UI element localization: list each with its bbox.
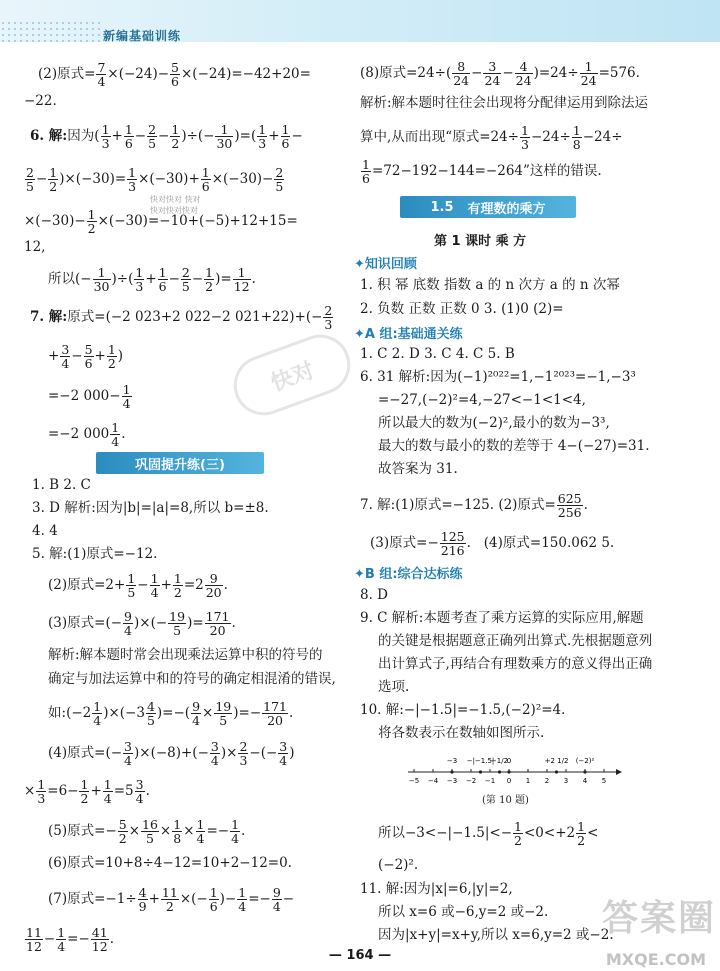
q5-8-result: −22. xyxy=(24,93,57,109)
heading-group-b: ✦B 组:综合达标练 xyxy=(354,567,463,582)
b9-line1: 9. C 解析:本题考查了乘方运算的实际应用,解题 xyxy=(360,610,644,626)
q5-6-line: (6)原式=10+8÷4−12=10+2−12=0. xyxy=(48,855,292,871)
section-badge-1-5: 1.5 有理数的乘方 xyxy=(400,196,576,218)
header-dots xyxy=(0,20,100,42)
q5-note-line2: 确定与加法运算中和的符号的确定相混淆的错误, xyxy=(48,671,336,687)
number-line-arrow xyxy=(616,769,622,775)
q7-line1: 7. 解:原式=(−2 023+2 022−2 021+22)+(− $\frac{2}{3}$ xyxy=(30,303,333,332)
q8-note-line1: 解析:解本题时往往会出现将分配律运用到除法运 xyxy=(360,95,649,111)
series-title: 新编基础训练 xyxy=(103,29,182,43)
q5-7b-line: $\frac{11}{12}$ − $\frac{1}{4}$ =− $\frac{41}{12}$ . xyxy=(26,925,114,954)
number-line-point xyxy=(479,770,482,773)
number-line-tick-label: −3 xyxy=(446,777,458,785)
b9-line4: 选项. xyxy=(378,679,410,695)
q5-2-line: (2)原式=2+ $\frac{1}{5}$ − $\frac{1}{4}$ + $\frac{1}{2}$ =2 $\frac{9}{20}$ . xyxy=(48,571,228,600)
b9-line2: 的关键是根据题意正确列出算式.先根据题意列 xyxy=(378,633,653,649)
b10-line4: (−2)². xyxy=(378,857,419,873)
q8-line: (8)原式=24÷( $\frac{8}{24}$ − $\frac{3}{24}$ − $\frac{4}{24}$ )=24÷ $\frac{1}{24}$ =576. xyxy=(360,59,640,88)
number-line-point-label: +2 1/2 xyxy=(544,757,569,765)
a7-line2: (3)原式=− $\frac{125}{216}$ . (4)原式=150.062 5. xyxy=(370,529,615,558)
q8-note-line2: 算中,从而出现“原式=24÷ $\frac{1}{3}$ −24÷ $\frac{1}{8}$ −24÷ xyxy=(360,123,623,152)
lesson-title: 第 1 课时 乘 方 xyxy=(434,234,527,249)
heading-group-a: ✦A 组:基础通关练 xyxy=(354,327,463,342)
number-line-point-label: −3 xyxy=(446,757,458,765)
page-number: — 164 — xyxy=(328,948,392,963)
b11-line2: 所以 x=6 或−6,y=2 或−2. xyxy=(378,904,549,920)
a6-line1: 6. 31 解析:因为(−1)²⁰²²=1,−1²⁰²³=−1,−3³ xyxy=(360,369,636,385)
q7-line4: =−2 000 $\frac{1}{4}$ . xyxy=(48,420,126,449)
number-line-tick-label: −5 xyxy=(408,777,420,785)
number-line-point xyxy=(555,770,558,773)
q6-line2: $\frac{2}{5}$ − $\frac{1}{2}$ )×(−30)= $\frac{1}{3}$ ×(−30)+ $\frac{1}{6}$ ×(−30)− $\frac{2}{5}$ xyxy=(26,165,284,194)
b9-line3: 出计算式子,再结合有理数乘方的意义得出正确 xyxy=(378,656,653,672)
q5-4-line: (4)原式=(− $\frac{3}{4}$ )×(−8)+(− $\frac{3}{4}$ )× $\frac{2}{3}$ −(− $\frac{3}{4}$ ) xyxy=(48,739,295,768)
q5-7-line: (7)原式=−1÷ $\frac{4}{9}$ + $\frac{11}{2}$ ×(− $\frac{1}{6}$ )− $\frac{1}{4}$ =− $\frac{9}{4}$ − xyxy=(48,885,295,914)
q5-note-line3: 如:(−2 $\frac{1}{4}$ )×(−3 $\frac{4}{5}$ )=−( $\frac{9}{4}$ × $\frac{19}{5}$ )=− $\frac{171}{20}$ . xyxy=(48,699,294,728)
b10-line2: 将各数表示在数轴如图所示. xyxy=(378,725,545,741)
q5-8-line: (2)原式= $\frac{7}{4}$ ×(−24)− $\frac{5}{6}$ ×(−24)=−42+20= xyxy=(38,60,311,89)
a6-line2: =−27,(−2)²=4,−27<−1<1<4, xyxy=(378,392,586,408)
number-line-point xyxy=(450,770,453,773)
a6-line4: 最大的数与最小的数的差等于 4−(−27)=31. xyxy=(378,438,650,454)
q5-note-line1: 解析:解本题时常会出现乘法运算中积的符号的 xyxy=(48,647,323,663)
number-line-tick-label: 2 xyxy=(544,777,550,785)
a6-line3: 所以最大的数为(−2)²,最小的数为−3³, xyxy=(378,415,610,431)
figure-caption: (第 10 题) xyxy=(482,795,529,806)
b8-answer: 8. D xyxy=(360,587,388,603)
q4-answer: 4. 4 xyxy=(32,523,58,539)
q5-3-line: (3)原式=(− $\frac{9}{4}$ )×(− $\frac{19}{5}$ )= $\frac{171}{20}$ . xyxy=(48,609,236,638)
number-line-point-label: 0 xyxy=(506,757,512,765)
q1-answer: 1. B 2. C xyxy=(32,477,91,493)
number-line-tick-label: 5 xyxy=(601,777,607,785)
number-line-point xyxy=(498,770,501,773)
q8-note-line3: $\frac{1}{6}$ =72−192−144=−264”这样的错误. xyxy=(362,157,602,186)
section-badge-review3: 巩固提升练(三) xyxy=(96,452,264,474)
number-line-tick-label: 4 xyxy=(582,777,588,785)
number-line-point-label: −|−1.5| xyxy=(466,757,495,765)
a6-line5: 故答案为 31. xyxy=(378,461,458,477)
q6-line4: 12, xyxy=(24,239,46,255)
number-line-figure xyxy=(404,750,624,790)
q6-line1: 6. 解:因为( $\frac{1}{3}$ + $\frac{1}{6}$ − $\frac{2}{5}$ − $\frac{1}{2}$ )÷(− $\frac{1}{30}$ )=( $\frac{1}{3}$ + $\frac{1}{6}$ − xyxy=(30,122,303,151)
number-line-point xyxy=(583,770,586,773)
number-line-point xyxy=(507,770,510,773)
number-line-tick-label: −2 xyxy=(465,777,477,785)
watermark-stamp: 快对 xyxy=(225,326,358,423)
number-line-points xyxy=(447,757,595,774)
a1-answers: 1. C 2. D 3. C 4. C 5. B xyxy=(360,346,515,362)
q6-line3: ×(−30)− $\frac{1}{2}$ ×(−30)=−10+(−5)+12+15= xyxy=(24,207,298,236)
faint-note-2: 快对快对快对 xyxy=(150,206,198,215)
number-line-point-label: −1/2 xyxy=(490,757,509,765)
header-band xyxy=(0,0,720,42)
watermark-brand: 答案圈 xyxy=(601,898,716,939)
q5-5-line: (5)原式=− $\frac{5}{2}$ × $\frac{16}{5}$ × $\frac{1}{8}$ × $\frac{1}{4}$ =− $\frac{1}{4}$ . xyxy=(48,817,246,846)
number-line-tick-label: 1 xyxy=(525,777,531,785)
b11-line3: 因为|x+y|=x+y,所以 x=6,y=2 或−2. xyxy=(378,927,614,943)
number-line-tick-label: 0 xyxy=(506,777,512,785)
heading-knowledge-review: ✦知识回顾 xyxy=(354,257,417,272)
number-line-tick-label: 3 xyxy=(563,777,569,785)
q7-line2: + $\frac{3}{4}$ − $\frac{5}{6}$ + $\frac{1}{2}$ ) xyxy=(48,342,124,371)
q5-answer: 5. 解:(1)原式=−12. xyxy=(32,546,158,562)
review-line2: 2. 负数 正数 正数 0 3. (1)0 (2)= xyxy=(360,301,564,317)
q6-line5: 所以(− $\frac{1}{30}$ )÷( $\frac{1}{3}$ + $\frac{1}{6}$ − $\frac{2}{5}$ − $\frac{1}{2}$ )= $\frac{1}{12}$ . xyxy=(48,265,256,294)
number-line-point-label: (−2)² xyxy=(575,757,595,765)
watermark-url: MXQE.COM xyxy=(605,950,706,969)
number-line-tick-label: −4 xyxy=(427,777,439,785)
number-line-tick-label: −1 xyxy=(484,777,496,785)
a7-line1: 7. 解:(1)原式=−125. (2)原式= $\frac{625}{256}$ . xyxy=(360,491,588,520)
q5-4b-line: × $\frac{1}{3}$ =6− $\frac{1}{2}$ + $\frac{1}{4}$ =5 $\frac{3}{4}$ . xyxy=(24,777,150,806)
b11-line1: 11. 解:因为|x|=6,|y|=2, xyxy=(360,881,513,897)
review-line1: 1. 积 幂 底数 指数 a 的 n 次方 a 的 n 次幂 xyxy=(360,277,620,293)
b10-line3: 所以−3<−|−1.5|<− $\frac{1}{2}$ <0<+2 $\frac{1}{2}$ < xyxy=(378,819,599,848)
b10-line1: 10. 解:−|−1.5|=−1.5,(−2)²=4. xyxy=(360,702,566,718)
faint-note-1: 快对快对 快对 xyxy=(150,195,201,204)
q7-line3: =−2 000− $\frac{1}{4}$ xyxy=(48,382,131,411)
q3-answer: 3. D 解析:因为|b|=|a|=8,所以 b=±8. xyxy=(32,500,269,516)
